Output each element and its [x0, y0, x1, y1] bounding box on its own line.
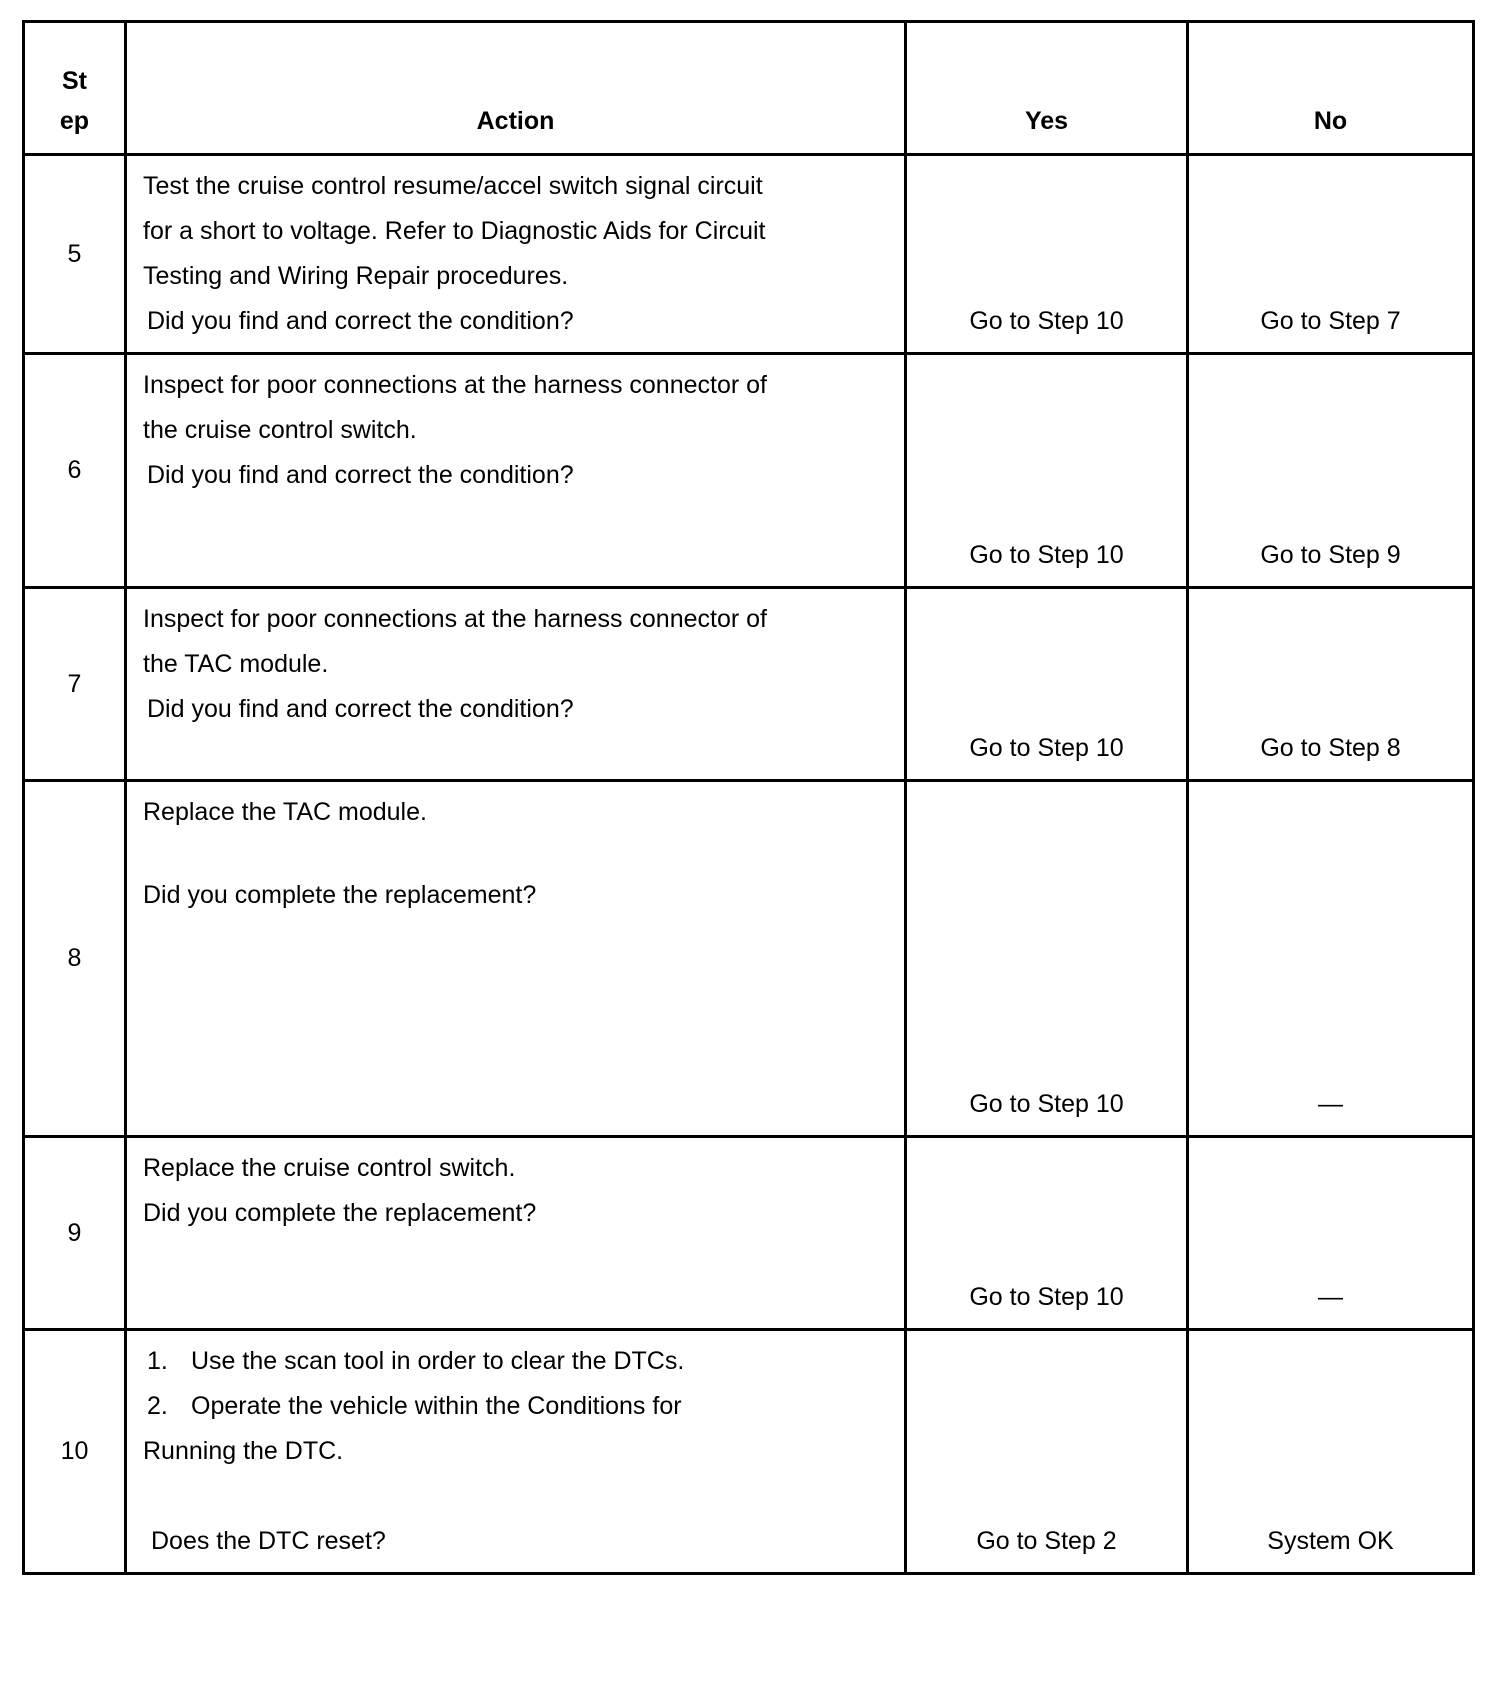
action-line: Testing and Wiring Repair procedures.	[143, 262, 569, 290]
action-line: Running the DTC.	[143, 1437, 344, 1465]
no-result: —	[1188, 1137, 1474, 1330]
action-cell	[126, 781, 906, 1137]
action-line: Replace the cruise control switch.	[143, 1154, 516, 1182]
step-number: 6	[24, 354, 126, 588]
action-line: for a short to voltage. Refer to Diagnostic Aids for Circuit	[143, 217, 766, 245]
yes-result: Go to Step 10	[906, 354, 1188, 588]
step-number: 5	[24, 155, 126, 354]
yes-result: Go to Step 10	[906, 588, 1188, 781]
list-item-text: Use the scan tool in order to clear the DTCs.	[191, 1347, 685, 1375]
header-yes: Yes	[906, 22, 1188, 155]
action-question: Did you find and correct the condition?	[147, 695, 574, 723]
action-line: Replace the TAC module.	[143, 798, 427, 826]
list-item	[143, 1339, 890, 1384]
action-line: Inspect for poor connections at the harness connector of	[143, 371, 767, 399]
action-line: the cruise control switch.	[143, 416, 417, 444]
yes-result: Go to Step 10	[906, 1137, 1188, 1330]
header-step-line1: St	[62, 67, 87, 95]
no-result: Go to Step 9	[1188, 354, 1474, 588]
table-row	[24, 1330, 1474, 1574]
yes-result: Go to Step 10	[906, 781, 1188, 1137]
step-number: 10	[24, 1330, 126, 1574]
table-header-row	[24, 22, 1474, 155]
table-row	[24, 155, 1474, 354]
no-result: Go to Step 8	[1188, 588, 1474, 781]
action-question: Did you complete the replacement?	[143, 1199, 537, 1227]
step-number: 9	[24, 1137, 126, 1330]
action-question: Did you complete the replacement?	[143, 881, 537, 909]
step-number: 7	[24, 588, 126, 781]
action-question: Did you find and correct the condition?	[147, 461, 574, 489]
no-result: System OK	[1188, 1330, 1474, 1574]
yes-result: Go to Step 2	[906, 1330, 1188, 1574]
header-step	[24, 22, 126, 155]
yes-result: Go to Step 10	[906, 155, 1188, 354]
action-cell	[126, 1330, 906, 1574]
no-result: —	[1188, 781, 1474, 1137]
list-item-number: 1.	[147, 1347, 168, 1375]
table-row	[24, 354, 1474, 588]
table-row	[24, 781, 1474, 1137]
action-cell	[126, 588, 906, 781]
list-item-text: Operate the vehicle within the Conditions for	[191, 1392, 682, 1420]
no-result: Go to Step 7	[1188, 155, 1474, 354]
list-item	[143, 1384, 890, 1429]
action-cell	[126, 155, 906, 354]
step-number: 8	[24, 781, 126, 1137]
header-step-line2: ep	[59, 107, 90, 135]
table-row	[24, 1137, 1474, 1330]
action-question: Does the DTC reset?	[151, 1527, 386, 1555]
action-cell	[126, 1137, 906, 1330]
list-item-number: 2.	[147, 1392, 168, 1420]
table-row	[24, 588, 1474, 781]
header-no: No	[1188, 22, 1474, 155]
action-line: Inspect for poor connections at the harness connector of	[143, 605, 767, 633]
diagnostic-table	[22, 20, 1475, 1575]
action-cell	[126, 354, 906, 588]
action-line: the TAC module.	[143, 650, 329, 678]
action-line: Test the cruise control resume/accel switch signal circuit	[143, 172, 763, 200]
action-question: Did you find and correct the condition?	[147, 307, 574, 335]
header-action: Action	[126, 22, 906, 155]
